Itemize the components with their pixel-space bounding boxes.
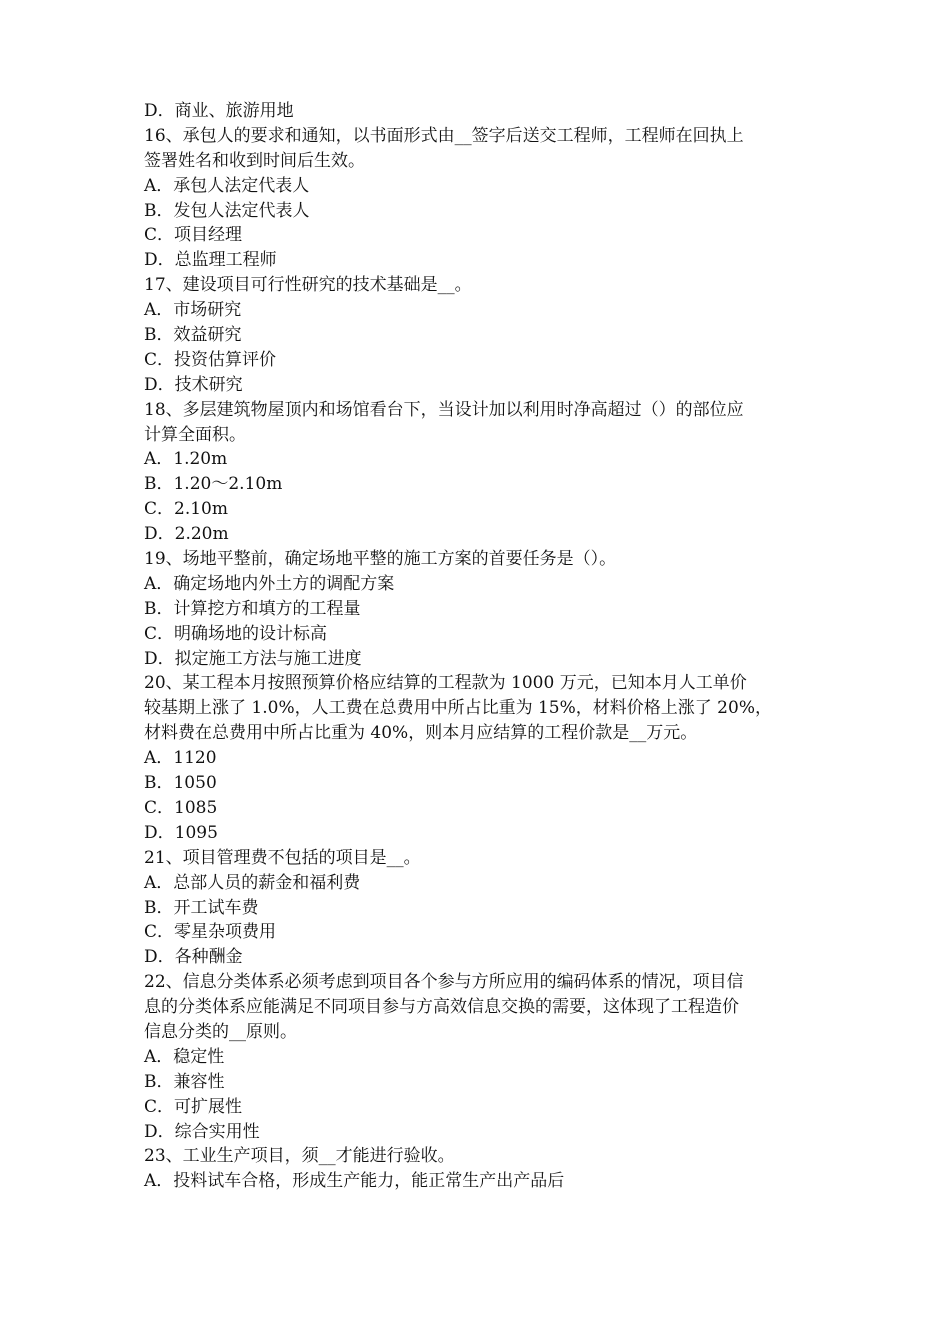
option-b-q18: B．1.20～2.10m <box>144 474 283 495</box>
question-22-line-1: 22、信息分类体系必须考虑到项目各个参与方所应用的编码体系的情况，项目信 <box>144 972 744 993</box>
option-a-q20: A．1120 <box>144 748 217 769</box>
option-d-q18: D．2.20m <box>144 524 229 545</box>
question-16-line-1: 16、承包人的要求和通知，以书面形式由__签字后送交工程师，工程师在回执上 <box>144 125 744 146</box>
option-a-q21: A．总部人员的薪金和福利费 <box>144 872 361 893</box>
option-c-q18: C．2.10m <box>144 499 228 520</box>
option-a-q16: A．承包人法定代表人 <box>144 175 310 196</box>
option-c-q21: C．零星杂项费用 <box>144 922 277 943</box>
document-page <box>144 99 816 1194</box>
option-d-q15: D．商业、旅游用地 <box>144 101 294 121</box>
option-d-q19: D．拟定施工方法与施工进度 <box>144 648 362 669</box>
option-b-q22: B．兼容性 <box>144 1071 225 1092</box>
option-d-q17: D．技术研究 <box>144 374 243 395</box>
option-c-q19: C．明确场地的设计标高 <box>144 623 328 644</box>
question-18-line-1: 18、多层建筑物屋顶内和场馆看台下，当设计加以利用时净高超过（）的部位应 <box>144 399 744 420</box>
option-c-q16: C．项目经理 <box>144 225 243 246</box>
question-17: 17、建设项目可行性研究的技术基础是__。 <box>144 275 472 296</box>
option-b-q17: B．效益研究 <box>144 325 242 346</box>
option-d-q20: D．1095 <box>144 822 218 843</box>
question-18-line-2: 计算全面积。 <box>144 424 246 445</box>
question-20-line-1: 20、某工程本月按照预算价格应结算的工程款为 1000 万元，已知本月人工单价 <box>144 673 747 694</box>
question-16-line-2: 签署姓名和收到时间后生效。 <box>144 150 365 171</box>
option-b-q19: B．计算挖方和填方的工程量 <box>144 598 361 619</box>
question-22-line-3: 信息分类的__原则。 <box>144 1021 297 1042</box>
option-d-q16: D．总监理工程师 <box>144 250 277 271</box>
question-23: 23、工业生产项目，须__才能进行验收。 <box>144 1146 455 1167</box>
option-a-q23: A．投料试车合格，形成生产能力，能正常生产出产品后 <box>144 1171 565 1192</box>
question-20-line-3: 材料费在总费用中所占比重为 40%，则本月应结算的工程价款是__万元。 <box>144 723 698 744</box>
option-a-q19: A．确定场地内外土方的调配方案 <box>144 573 395 594</box>
question-21: 21、项目管理费不包括的项目是__。 <box>144 847 421 868</box>
option-b-q20: B．1050 <box>144 773 217 794</box>
option-b-q21: B．开工试车费 <box>144 897 259 918</box>
option-a-q22: A．稳定性 <box>144 1046 225 1067</box>
option-b-q16: B．发包人法定代表人 <box>144 200 310 221</box>
option-c-q20: C．1085 <box>144 797 218 818</box>
question-19: 19、场地平整前，确定场地平整的施工方案的首要任务是（）。 <box>144 549 617 570</box>
question-22-line-2: 息的分类体系应能满足不同项目参与方高效信息交换的需要，这体现了工程造价 <box>144 997 739 1018</box>
option-d-q21: D．各种酬金 <box>144 947 243 968</box>
question-20-line-2: 较基期上涨了 1.0%，人工费在总费用中所占比重为 15%，材料价格上涨了 20%， <box>144 698 772 719</box>
option-a-q17: A．市场研究 <box>144 300 242 321</box>
option-d-q22: D．综合实用性 <box>144 1121 260 1142</box>
option-c-q17: C．投资估算评价 <box>144 349 277 370</box>
option-a-q18: A．1.20m <box>144 449 228 470</box>
option-c-q22: C．可扩展性 <box>144 1096 243 1117</box>
